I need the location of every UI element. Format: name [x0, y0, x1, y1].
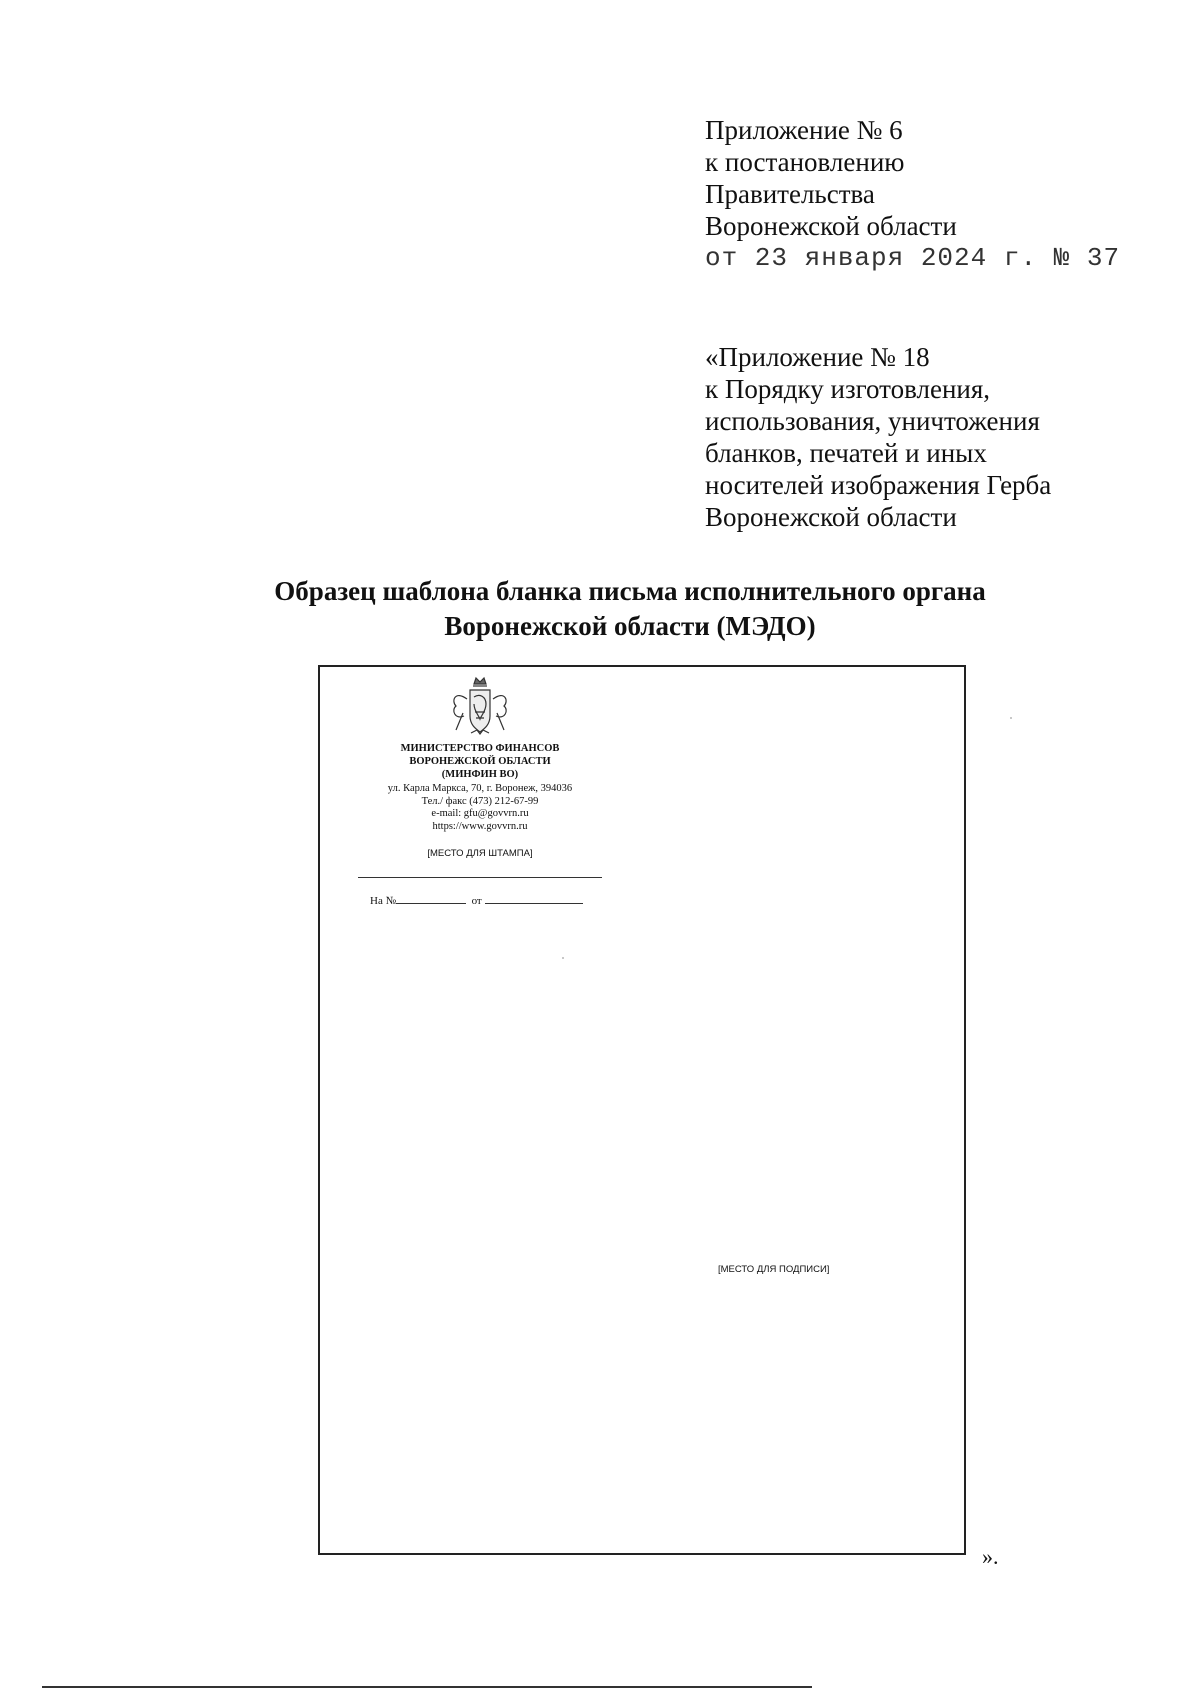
annex-line: к постановлению [705, 147, 905, 177]
annex-line: Правительства [705, 179, 875, 209]
title-line: Образец шаблона бланка письма исполнительного органа [274, 576, 986, 606]
separator-line [358, 877, 602, 878]
address: ул. Карла Маркса, 70, г. Воронеж, 394036 [387, 783, 573, 794]
ministry-abbreviation: (МИНФИН ВО) [441, 769, 519, 780]
email: e-mail: gfu@govvrn.ru [431, 808, 529, 819]
ref-from-label: от [471, 895, 482, 907]
closing-quote: ». [982, 1544, 999, 1569]
ministry-contacts [360, 783, 600, 833]
ministry-name [360, 742, 600, 781]
nested-annex-line: Воронежской области [705, 502, 957, 532]
nested-annex-block [705, 341, 1051, 533]
stamp-placeholder: [МЕСТО ДЛЯ ШТАМПА] [427, 848, 533, 859]
nested-annex-line: носителей изображения Герба [705, 470, 1052, 500]
signature-placeholder: [МЕСТО ДЛЯ ПОДПИСИ] [718, 1264, 830, 1275]
reference-line [370, 892, 583, 907]
letterhead [360, 675, 600, 833]
ministry-name-line: МИНИСТЕРСТВО ФИНАНСОВ [400, 743, 560, 754]
phone-fax: Тел./ факс (473) 212-67-99 [421, 795, 539, 807]
website: https://www.govvrn.ru [432, 820, 528, 832]
annex-line: Приложение № 6 [705, 115, 903, 145]
ref-date-blank [485, 892, 583, 904]
ref-number-blank [396, 892, 466, 904]
nested-annex-line: бланков, печатей и иных [705, 438, 987, 468]
ref-prefix: На № [370, 895, 397, 907]
scan-speck [562, 957, 564, 959]
coat-of-arms-icon [447, 675, 513, 739]
footer-rule [42, 1686, 812, 1688]
nested-annex-line: «Приложение № 18 [705, 342, 930, 372]
letter-form-template [318, 665, 966, 1555]
document-title [200, 574, 1060, 644]
annex-block [705, 114, 1120, 274]
ministry-name-line: ВОРОНЕЖСКОЙ ОБЛАСТИ [409, 756, 551, 767]
nested-annex-line: использования, уничтожения [705, 406, 1040, 436]
decree-reference: от 23 января 2024 г. № 37 [705, 243, 1121, 273]
annex-line: Воронежской области [705, 211, 957, 241]
title-line: Воронежской области (МЭДО) [444, 611, 816, 641]
scan-speck [1010, 717, 1012, 719]
nested-annex-line: к Порядку изготовления, [705, 374, 991, 404]
